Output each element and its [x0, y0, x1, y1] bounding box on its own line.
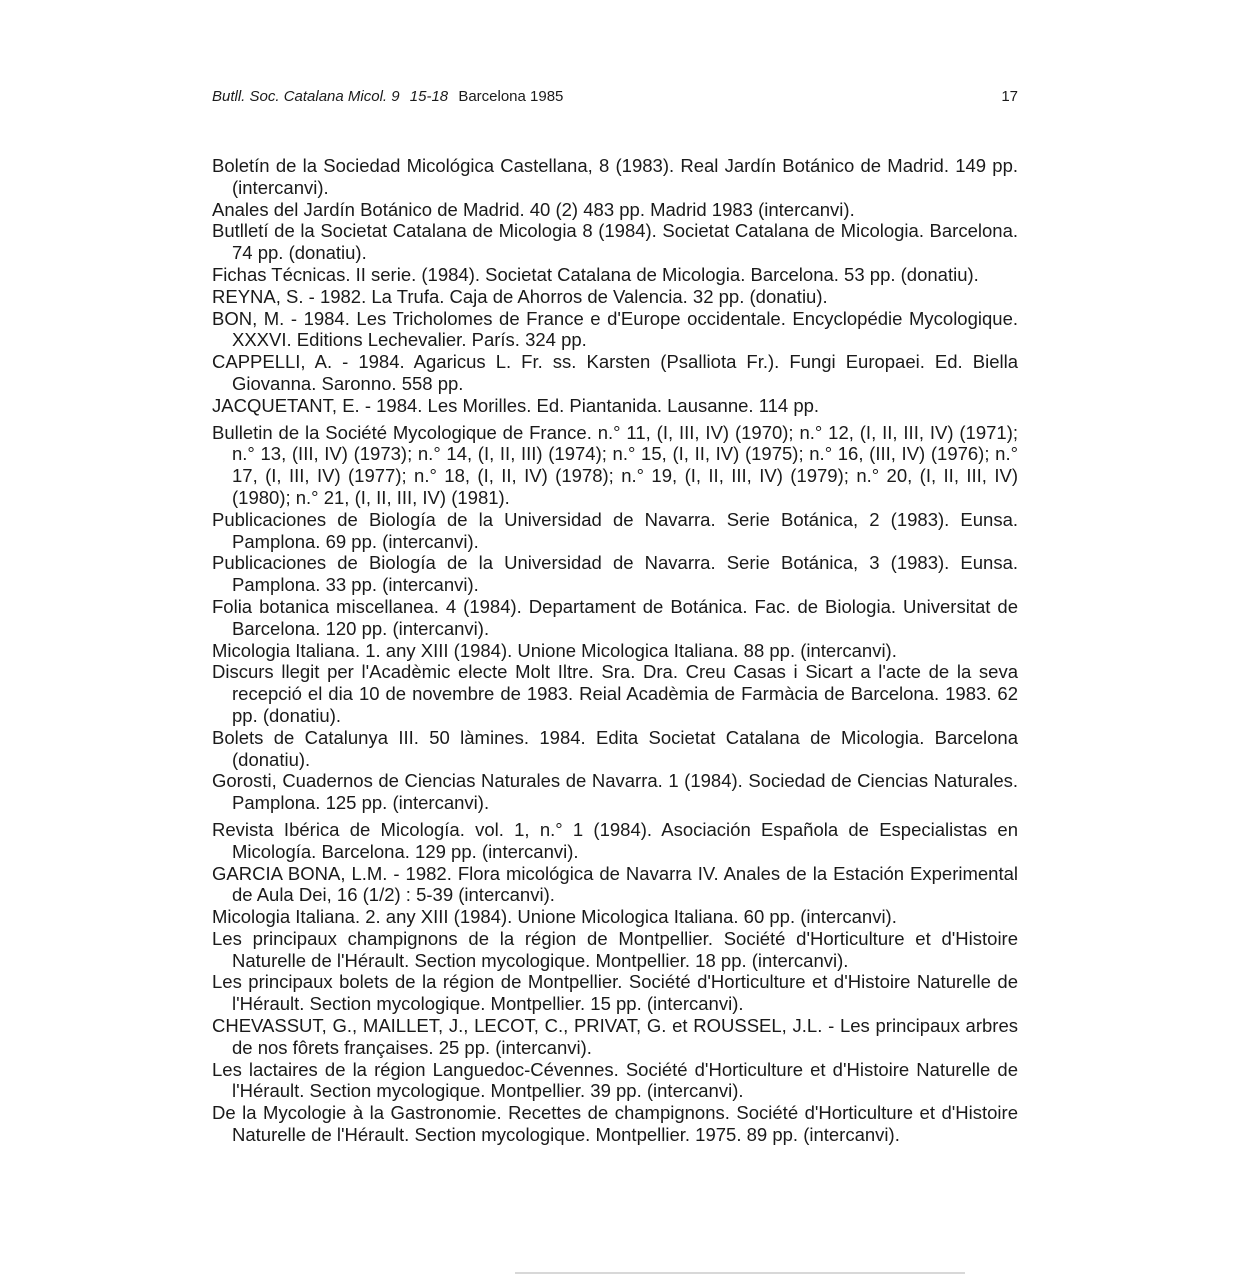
bibliography-entry: Revista Ibérica de Micología. vol. 1, n.° 1 (1984). Asociación Española de Especialistas en Micología. Barcelona. 129 pp. (intercanvi).	[212, 818, 1018, 862]
bibliography-entry: Les principaux bolets de la région de Montpellier. Société d'Horticulture et d'Histoire Naturelle de l'Hérault. Section mycologique. Montpellier. 15 pp. (intercanvi).	[212, 971, 1018, 1015]
bibliography-entry: GARCIA BONA, L.M. - 1982. Flora micológica de Navarra IV. Anales de la Estación Experimental de Aula Dei, 16 (1/2) : 5-39 (intercanvi).	[212, 862, 1018, 906]
bibliography-entry: De la Mycologie à la Gastronomie. Recettes de champignons. Société d'Horticulture et d'Histoire Naturelle de l'Hérault. Section mycologique. Montpellier. 1975. 89 pp. (intercanvi).	[212, 1102, 1018, 1146]
bibliography-entry: Les principaux champignons de la région de Montpellier. Société d'Horticulture et d'Histoire Naturelle de l'Hérault. Section mycologique. Montpellier. 18 pp. (intercanvi).	[212, 927, 1018, 971]
bibliography-entry: Discurs llegit per l'Acadèmic electe Molt Iltre. Sra. Dra. Creu Casas i Sicart a l'acte de la seva recepció el dia 10 de novembre de 1983. Reial Acadèmia de Farmàcia de Barcelona. 1983. 62 pp. (donatiu).	[212, 661, 1018, 726]
bibliography-entry: CHEVASSUT, G., MAILLET, J., LECOT, C., PRIVAT, G. et ROUSSEL, J.L. - Les principaux arbres de nos fôrets françaises. 25 pp. (intercanvi).	[212, 1015, 1018, 1058]
bibliography-entry: Butlletí de la Societat Catalana de Micologia 8 (1984). Societat Catalana de Micologia. Barcelona. 74 pp. (donatiu).	[212, 220, 1018, 264]
bibliography-entry: Folia botanica miscellanea. 4 (1984). Departament de Botánica. Fac. de Biologia. Universitat de Barcelona. 120 pp. (intercanvi).	[212, 595, 1018, 639]
bibliography-entry: BON, M. - 1984. Les Tricholomes de France e d'Europe occidentale. Encyclopédie Mycologique. XXXVI. Editions Lechevalier. París. 324 pp.	[212, 307, 1018, 351]
page-number: 17	[1001, 88, 1018, 105]
bibliography-entry: Bulletin de la Société Mycologique de France. n.° 11, (I, III, IV) (1970); n.° 12, (I, II, III, IV) (1971); n.° 13, (III, IV) (1973); n.° 14, (I, II, III) (1974); n.° 15, (I, II, IV) (1975); n.° 16, (III, IV) (1976); n.° 17, (I, III, IV) (1977); n.° 18, (I, II, IV) (1978); n.° 19, (I, II, III, IV) (1979); n.° 20, (I, II, III, IV) (1980); n.° 21, (I, II, III, IV) (1981).	[212, 421, 1018, 508]
bibliography-entry: Micologia Italiana. 2. any XIII (1984). Unione Micologica Italiana. 60 pp. (intercanvi).	[212, 906, 897, 928]
bibliography-entry: Publicaciones de Biología de la Universidad de Navarra. Serie Botánica, 2 (1983). Eunsa. Pamplona. 69 pp. (intercanvi).	[212, 508, 1018, 552]
bibliography-entry: Fichas Técnicas. II serie. (1984). Societat Catalana de Micologia. Barcelona. 53 pp. (donatiu).	[212, 263, 979, 285]
running-header	[212, 86, 1018, 108]
bibliography-entry: Anales del Jardín Botánico de Madrid. 40 (2) 483 pp. Madrid 1983 (intercanvi).	[212, 198, 855, 220]
bibliography-entry: Bolets de Catalunya III. 50 làmines. 1984. Edita Societat Catalana de Micologia. Barcelona (donatiu).	[212, 726, 1018, 770]
bibliography-entry: Les lactaires de la région Languedoc-Cévennes. Société d'Horticulture et d'Histoire Naturelle de l'Hérault. Section mycologique. Montpellier. 39 pp. (intercanvi).	[212, 1058, 1018, 1102]
journal-title: Butll. Soc. Catalana Micol. 9	[212, 88, 400, 105]
journal-city-year: Barcelona 1985	[458, 88, 564, 105]
journal-pages: 15-18	[409, 88, 449, 105]
scan-edge-line	[515, 1272, 965, 1274]
bibliography-entry: Gorosti, Cuadernos de Ciencias Naturales de Navarra. 1 (1984). Sociedad de Ciencias Naturales. Pamplona. 125 pp. (intercanvi).	[212, 770, 1018, 814]
bibliography-entry: REYNA, S. - 1982. La Trufa. Caja de Ahorros de Valencia. 32 pp. (donatiu).	[212, 285, 828, 307]
bibliography-list	[212, 155, 1018, 1146]
bibliography-entry: CAPPELLI, A. - 1984. Agaricus L. Fr. ss. Karsten (Psalliota Fr.). Fungi Europaei. Ed. Biella Giovanna. Saronno. 558 pp.	[212, 351, 1018, 394]
bibliography-entry: Publicaciones de Biología de la Universidad de Navarra. Serie Botánica, 3 (1983). Eunsa. Pamplona. 33 pp. (intercanvi).	[212, 552, 1018, 596]
bibliography-entry: Boletín de la Sociedad Micológica Castellana, 8 (1983). Real Jardín Botánico de Madrid. 149 pp. (intercanvi).	[212, 155, 1018, 198]
bibliography-entry: JACQUETANT, E. - 1984. Les Morilles. Ed. Piantanida. Lausanne. 114 pp.	[212, 394, 820, 416]
bibliography-entry: Micologia Italiana. 1. any XIII (1984). Unione Micologica Italiana. 88 pp. (intercanvi).	[212, 639, 897, 661]
